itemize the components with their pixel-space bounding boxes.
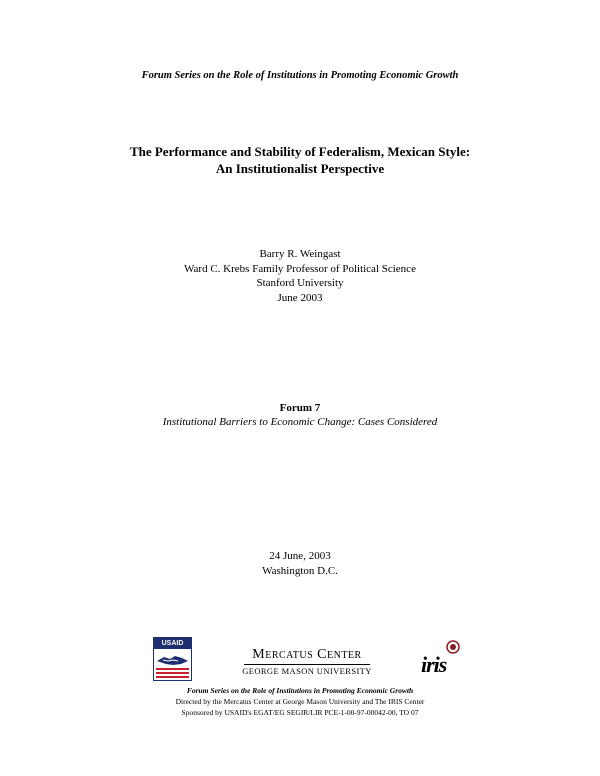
series-heading: Forum Series on the Role of Institutions in Promoting Economic Growth <box>141 70 459 81</box>
mercatus-logo <box>238 647 376 677</box>
mercatus-university: GEORGE MASON UNIVERSITY <box>242 666 372 676</box>
author-block <box>0 247 600 305</box>
author-name: Barry R. Weingast <box>259 248 341 260</box>
author-affiliation: Stanford University <box>256 277 344 289</box>
event-block <box>0 549 600 578</box>
footer-directed: Directed by the Mercatus Center at George Mason University and The IRIS Center <box>175 697 425 706</box>
mercatus-name: Mercatus Center <box>252 647 362 662</box>
iris-emblem-icon <box>446 640 460 654</box>
paper-title <box>0 143 600 177</box>
footer-series: Forum Series on the Role of Institutions in Promoting Economic Growth <box>186 686 414 695</box>
iris-wordmark: iris <box>421 652 447 677</box>
usaid-emblem <box>154 649 191 680</box>
footer-sponsored: Sponsored by USAID's EGAT/EG SEGIR/LIR PCE-1-00-97-00042-00, TO 07 <box>181 708 419 717</box>
usaid-logo <box>153 637 192 681</box>
event-date: 24 June, 2003 <box>269 550 331 562</box>
event-place: Washington D.C. <box>262 564 338 577</box>
handshake-icon <box>154 649 191 680</box>
title-line-1: The Performance and Stability of Federalism, Mexican Style: <box>129 144 471 159</box>
forum-number: Forum 7 <box>279 402 321 414</box>
iris-logo <box>421 640 461 682</box>
author-date: June 2003 <box>277 291 323 304</box>
author-position: Ward C. Krebs Family Professor of Political Science <box>184 262 416 275</box>
usaid-logo-text: USAID <box>154 638 191 649</box>
title-line-2: An Institutionalist Perspective <box>215 161 385 176</box>
forum-subtitle: Institutional Barriers to Economic Change: Cases Considered <box>162 416 438 428</box>
mercatus-divider <box>244 664 370 665</box>
